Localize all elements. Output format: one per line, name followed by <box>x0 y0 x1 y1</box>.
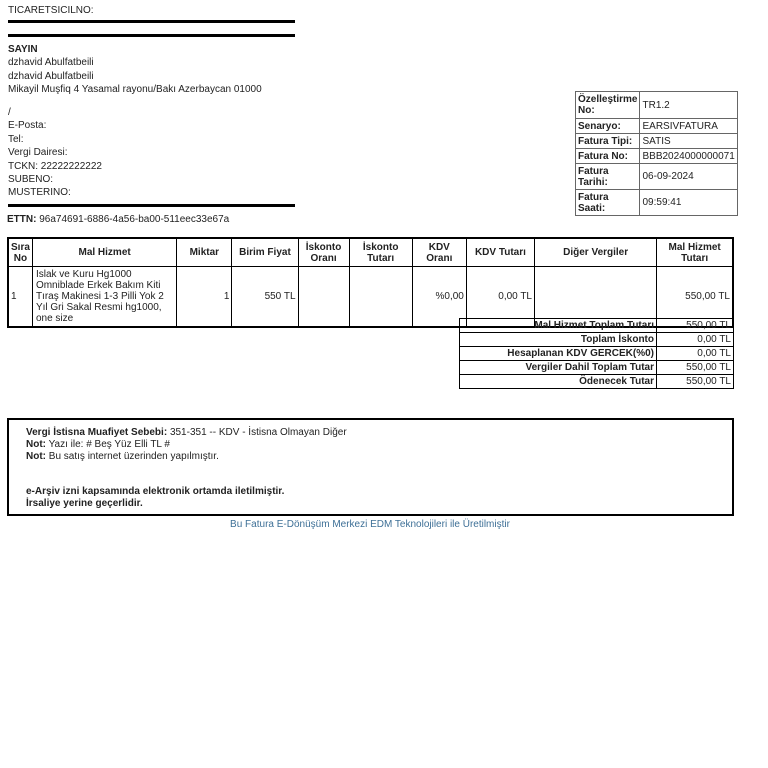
irsaliye-line: İrsaliye yerine geçerlidir. <box>26 498 143 509</box>
col-header-sira: Sıra No <box>8 238 32 267</box>
info-value: 09:59:41 <box>640 190 737 216</box>
total-key: Vergiler Dahil Toplam Tutar <box>460 361 657 375</box>
col-header-mal-hizmet: Mal Hizmet <box>32 238 176 267</box>
invoice-info-table <box>575 91 738 216</box>
total-row <box>460 361 734 375</box>
col-header-iskonto-tutari: İskonto Tutarı <box>349 238 412 267</box>
buyer-slash: / <box>8 107 11 118</box>
divider <box>8 204 295 207</box>
cell-iskonto-orani <box>298 267 349 328</box>
info-value: BBB2024000000071 <box>640 149 737 164</box>
buyer-block <box>8 43 262 97</box>
col-header-diger-vergiler: Diğer Vergiler <box>535 238 657 267</box>
info-value: SATIS <box>640 134 737 149</box>
info-row <box>576 119 738 134</box>
info-key: Özelleştirme No: <box>576 92 640 119</box>
col-header-iskonto-orani: İskonto Oranı <box>298 238 349 267</box>
info-row <box>576 149 738 164</box>
cell-mal-hizmet: Islak ve Kuru Hg1000 Omniblade Erkek Bakım Kiti Tıraş Makinesi 1-3 Pilli Yok 2 Yıl Gri Sakal Resmi hg1000, one size <box>32 267 176 328</box>
info-value: EARSIVFATURA <box>640 119 737 134</box>
cell-sira: 1 <box>8 267 32 328</box>
buyer-eposta: E-Posta: <box>8 120 47 132</box>
total-value: 0,00 TL <box>657 347 734 361</box>
note-text: Bu satış internet üzerinden yapılmıştır. <box>48 451 219 462</box>
earsiv-line: e-Arşiv izni kapsamında elektronik ortamda iletilmiştir. <box>26 486 285 497</box>
totals-table <box>459 318 734 389</box>
total-key: Toplam İskonto <box>460 333 657 347</box>
total-value: 0,00 TL <box>657 333 734 347</box>
total-row <box>460 333 734 347</box>
total-value: 550,00 TL <box>657 375 734 389</box>
info-value: 06-09-2024 <box>640 164 737 190</box>
total-key: Ödenecek Tutar <box>460 375 657 389</box>
info-row <box>576 92 738 119</box>
info-key: Fatura Tarihi: <box>576 164 640 190</box>
cell-kdv-orani: %0,00 <box>412 267 466 328</box>
total-value: 550,00 TL <box>657 361 734 375</box>
buyer-address: Mikayil Muşfiq 4 Yasamal rayonu/Bakı Azerbaycan 01000 <box>8 84 262 96</box>
buyer-contact <box>8 106 102 200</box>
info-row <box>576 134 738 149</box>
cell-iskonto-tutari <box>349 267 412 328</box>
info-key: Fatura No: <box>576 149 640 164</box>
buyer-tel: Tel: <box>8 133 24 145</box>
ettn-value: 96a74691-6886-4a56-ba00-511eec33e67a <box>39 214 230 225</box>
buyer-musterino: MUSTERINO: <box>8 187 71 199</box>
muafiyet-value: 351-351 -- KDV - İstisna Olmayan Diğer <box>169 427 347 438</box>
info-key: Senaryo: <box>576 119 640 134</box>
muafiyet-line <box>26 427 347 438</box>
ettn <box>7 213 229 226</box>
col-header-tutar: Mal Hizmet Tutarı <box>657 238 733 267</box>
note-line <box>26 451 219 462</box>
buyer-tckn: TCKN: 22222222222 <box>8 160 102 172</box>
buyer-vergi-dairesi: Vergi Dairesi: <box>8 147 68 159</box>
muafiyet-label: Vergi İstisna Muafiyet Sebebi: <box>26 427 168 438</box>
info-value: TR1.2 <box>640 92 737 119</box>
divider <box>8 20 295 23</box>
col-header-kdv-orani: KDV Oranı <box>412 238 466 267</box>
buyer-name: dzhavid Abulfatbeili <box>8 57 94 69</box>
col-header-miktar: Miktar <box>177 238 232 267</box>
total-row <box>460 319 734 333</box>
ticaret-sicil-label: TICARETSICILNO: <box>8 5 94 16</box>
notes-box <box>7 418 734 516</box>
note-line <box>26 439 170 450</box>
divider <box>8 34 295 37</box>
items-table <box>7 237 734 328</box>
footer-credit: Bu Fatura E-Dönüşüm Merkezi EDM Teknolojileri ile Üretilmiştir <box>230 519 510 530</box>
info-key: Fatura Tipi: <box>576 134 640 149</box>
info-row <box>576 190 738 216</box>
ettn-label: ETTN: <box>7 214 37 225</box>
note-label: Not: <box>26 439 46 450</box>
note-label: Not: <box>26 451 46 462</box>
total-key: Hesaplanan KDV GERCEK(%0) <box>460 347 657 361</box>
items-header-row <box>8 238 733 267</box>
info-row <box>576 164 738 190</box>
note-text: Yazı ile: # Beş Yüz Elli TL # <box>48 439 170 450</box>
cell-birim-fiyat: 550 TL <box>232 267 298 328</box>
buyer-sayin: SAYIN <box>8 44 38 55</box>
total-value: 550,00 TL <box>657 319 734 333</box>
col-header-kdv-tutari: KDV Tutarı <box>466 238 534 267</box>
total-row <box>460 347 734 361</box>
buyer-name: dzhavid Abulfatbeili <box>8 70 94 82</box>
cell-miktar: 1 <box>177 267 232 328</box>
total-row <box>460 375 734 389</box>
cell-kdv-tutari: 0,00 TL <box>466 267 534 328</box>
info-key: Fatura Saati: <box>576 190 640 216</box>
total-key: Mal Hizmet Toplam Tutarı <box>460 319 657 333</box>
col-header-birim-fiyat: Birim Fiyat <box>232 238 298 267</box>
cell-tutar: 550,00 TL <box>657 267 733 328</box>
buyer-subeno: SUBENO: <box>8 174 54 186</box>
